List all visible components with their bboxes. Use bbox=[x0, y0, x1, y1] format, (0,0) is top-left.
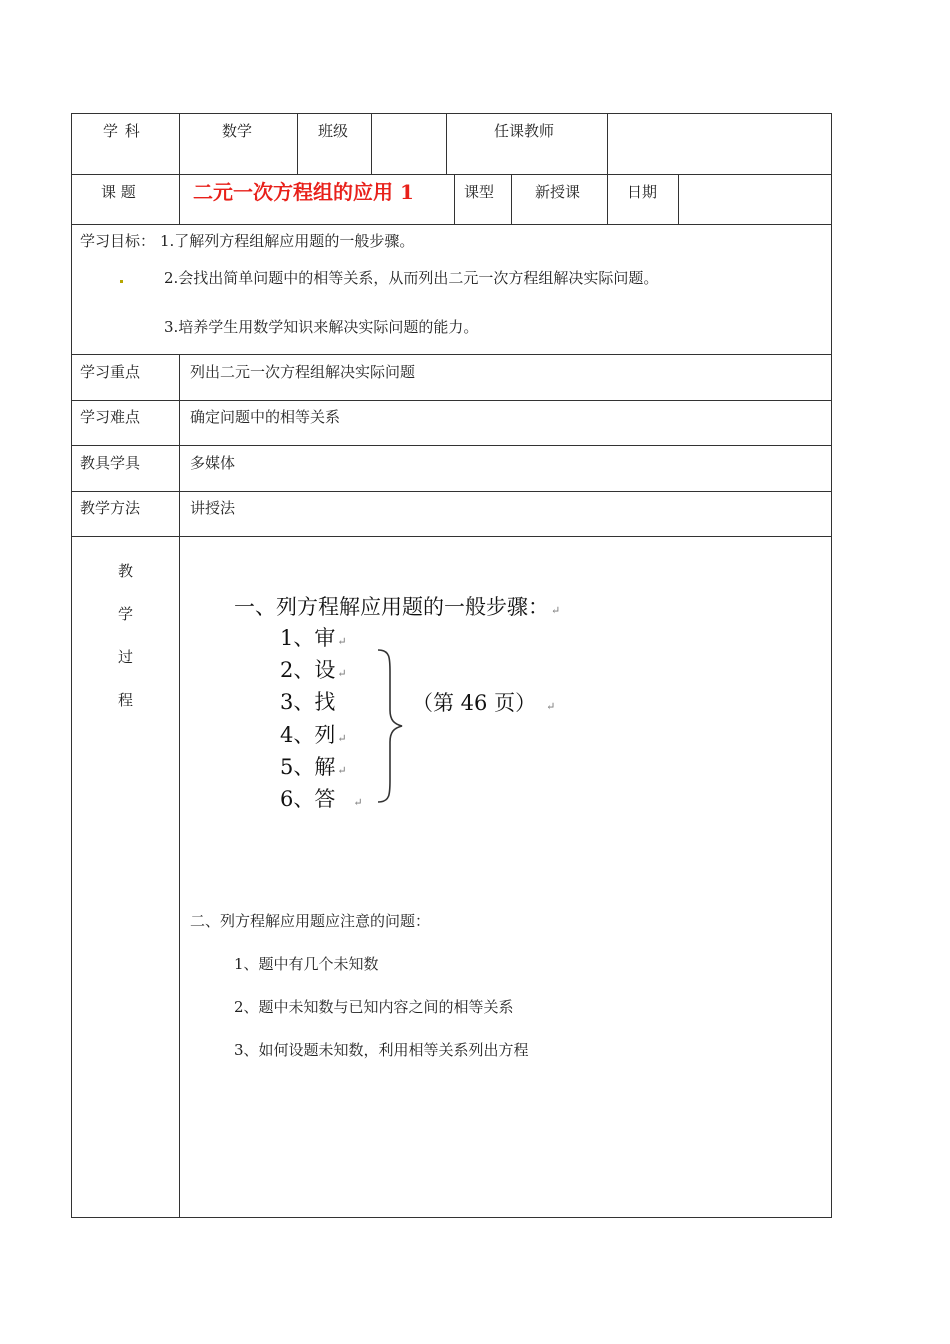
curly-brace bbox=[372, 648, 408, 804]
teaching-aids-value: 多媒体 bbox=[190, 454, 236, 472]
note-item: 2、题中未知数与已知内容之间的相等关系 bbox=[234, 998, 514, 1016]
table-border-top bbox=[71, 113, 832, 114]
table-divider bbox=[454, 174, 455, 225]
topic-value: 二元一次方程组的应用 1 bbox=[193, 180, 414, 204]
note-item: 1、题中有几个未知数 bbox=[234, 955, 379, 973]
table-divider bbox=[71, 536, 832, 537]
table-divider bbox=[678, 174, 679, 225]
teaching-method-value: 讲授法 bbox=[190, 499, 236, 517]
table-divider bbox=[179, 354, 180, 1218]
class-label: 班级 bbox=[318, 122, 349, 140]
step-item: 1、审 ↵ bbox=[280, 626, 347, 650]
goal-item: 1.了解列方程组解应用题的一般步骤。 bbox=[160, 232, 415, 250]
date-label: 日期 bbox=[627, 183, 658, 201]
teacher-label: 任课教师 bbox=[494, 122, 555, 140]
difficulty-value: 确定问题中的相等关系 bbox=[190, 408, 341, 426]
key-point-value: 列出二元一次方程组解决实际问题 bbox=[190, 363, 416, 381]
step-item: 4、列 ↵ bbox=[280, 723, 347, 747]
teaching-aids-label: 教具学具 bbox=[80, 454, 141, 472]
step-item: 2、设 ↵ bbox=[280, 658, 347, 682]
brace-note: （第 46 页） ↵ bbox=[412, 691, 556, 715]
table-divider bbox=[71, 445, 832, 446]
process-label-char: 学 bbox=[118, 605, 134, 623]
table-border-bottom bbox=[71, 1217, 832, 1218]
type-label: 课型 bbox=[464, 183, 495, 201]
goals-label: 学习目标： bbox=[80, 232, 156, 250]
teaching-method-label: 教学方法 bbox=[80, 499, 141, 517]
section1-title: 一、列方程解应用题的一般步骤： ↵ bbox=[234, 595, 561, 619]
table-divider bbox=[71, 491, 832, 492]
table-divider bbox=[71, 400, 832, 401]
goal-item: 3.培养学生用数学知识来解决实际问题的能力。 bbox=[164, 318, 479, 336]
table-divider bbox=[446, 113, 447, 175]
table-divider bbox=[607, 174, 608, 225]
table-divider bbox=[71, 224, 832, 225]
process-label-char: 程 bbox=[118, 691, 134, 709]
step-item: 3、找 bbox=[280, 690, 336, 714]
table-divider bbox=[71, 174, 832, 175]
difficulty-label: 学习难点 bbox=[80, 408, 141, 426]
subject-value: 数学 bbox=[222, 122, 253, 140]
note-item: 3、如何设题未知数，利用相等关系列出方程 bbox=[234, 1041, 529, 1059]
type-value: 新授课 bbox=[535, 183, 581, 201]
table-divider bbox=[607, 113, 608, 175]
table-divider bbox=[179, 113, 180, 175]
topic-label: 课 题 bbox=[101, 183, 136, 201]
process-label-char: 教 bbox=[118, 562, 134, 580]
table-border-left bbox=[71, 113, 72, 1218]
table-divider bbox=[511, 174, 512, 225]
table-border-right bbox=[831, 113, 832, 1218]
table-divider bbox=[71, 354, 832, 355]
table-divider bbox=[297, 113, 298, 175]
goal-item: 2.会找出简单问题中的相等关系，从而列出二元一次方程组解决实际问题。 bbox=[164, 269, 659, 287]
bullet-dot bbox=[120, 280, 123, 283]
subject-label: 学 科 bbox=[103, 122, 141, 140]
table-divider bbox=[371, 113, 372, 175]
process-label-char: 过 bbox=[118, 648, 134, 666]
section2-title: 二、列方程解应用题应注意的问题： bbox=[190, 912, 431, 930]
step-item: 5、解 ↵ bbox=[280, 755, 347, 779]
step-item: 6、答 ↵ bbox=[280, 787, 363, 811]
table-divider bbox=[179, 174, 180, 225]
key-point-label: 学习重点 bbox=[80, 363, 141, 381]
